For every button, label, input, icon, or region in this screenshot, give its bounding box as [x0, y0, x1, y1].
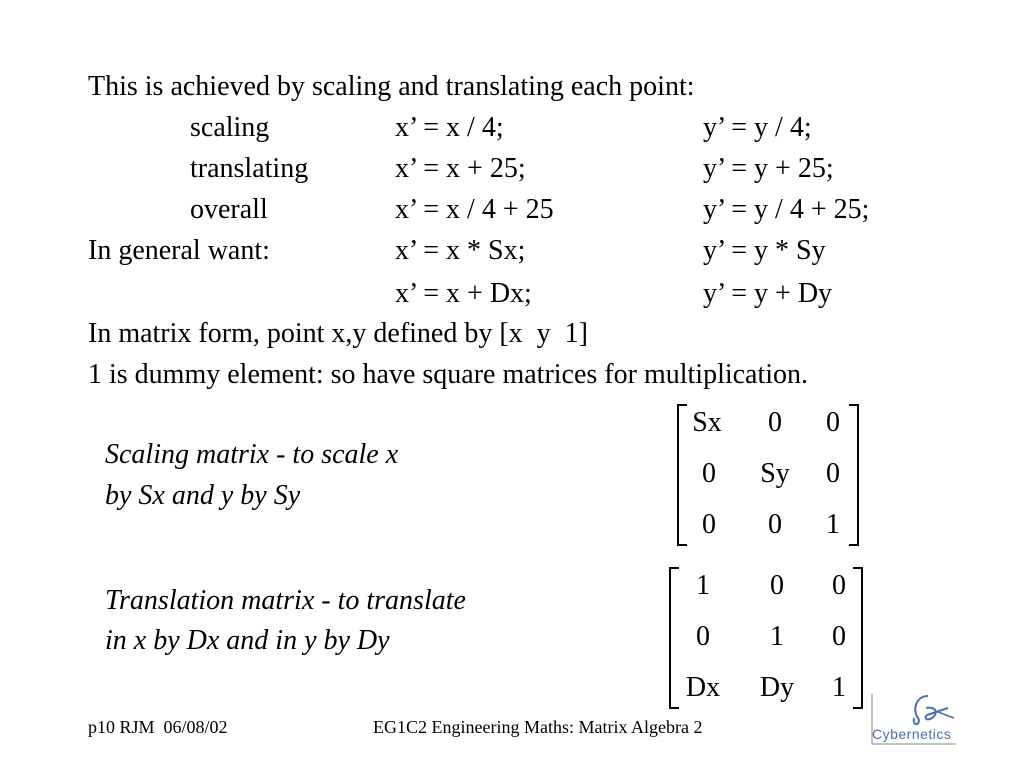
general-label: In general want:	[88, 235, 270, 266]
translation-matrix-cell: 1	[832, 672, 846, 703]
general-y-eq-1: y’ = y * Sy	[703, 235, 826, 266]
translation-matrix-cell: 1	[770, 621, 784, 652]
overall-label: overall	[190, 194, 268, 225]
matrix-form-line: In matrix form, point x,y defined by [x y 1]	[88, 318, 589, 349]
overall-x-eq: x’ = x / 4 + 25	[395, 194, 554, 225]
scaling-caption-line2: by Sx and y by Sy	[105, 480, 301, 511]
translating-y-eq: y’ = y + 25;	[703, 153, 834, 184]
scaling-matrix	[675, 403, 861, 548]
general-x-eq-1: x’ = x * Sx;	[395, 235, 526, 266]
footer-page-info: p10 RJM 06/08/02	[88, 717, 228, 737]
translation-matrix-cell: 0	[770, 570, 784, 601]
scaling-matrix-cell: 0	[702, 509, 716, 540]
translation-matrix-cell: Dx	[685, 672, 721, 703]
scaling-x-eq: x’ = x / 4;	[395, 112, 504, 143]
translation-matrix-cell: 0	[696, 621, 710, 652]
scaling-y-eq: y’ = y / 4;	[703, 112, 812, 143]
scaling-matrix-cell: 1	[826, 509, 840, 540]
dummy-element-line: 1 is dummy element: so have square matrices for multiplication.	[88, 359, 809, 390]
scaling-matrix-cell: Sx	[692, 407, 722, 438]
scaling-matrix-cell: 0	[826, 407, 840, 438]
scaling-caption-line1: Scaling matrix - to scale x	[105, 439, 399, 470]
translation-caption-line1: Translation matrix - to translate	[105, 585, 466, 616]
overall-y-eq: y’ = y / 4 + 25;	[703, 194, 870, 225]
scaling-matrix-cell: Sy	[760, 458, 790, 489]
scaling-matrix-cell: 0	[826, 458, 840, 489]
translation-matrix-cell: 1	[696, 570, 710, 601]
scaling-matrix-cell: 0	[768, 407, 782, 438]
cybernetics-logo	[868, 688, 960, 750]
translation-matrix-cell: 0	[832, 570, 846, 601]
scaling-label: scaling	[190, 112, 270, 143]
footer-course-title: EG1C2 Engineering Maths: Matrix Algebra 2	[373, 717, 703, 737]
general-x-eq-2: x’ = x + Dx;	[395, 278, 532, 309]
intro-line: This is achieved by scaling and translating each point:	[88, 71, 695, 102]
general-y-eq-2: y’ = y + Dy	[703, 278, 833, 309]
cybernetics-logo-text: Cybernetics	[872, 726, 952, 742]
translation-matrix-cell: 0	[832, 621, 846, 652]
translation-matrix	[667, 566, 865, 711]
translation-caption-line2: in x by Dx and in y by Dy	[105, 625, 390, 656]
translating-x-eq: x’ = x + 25;	[395, 153, 526, 184]
translating-label: translating	[190, 153, 309, 184]
translation-matrix-cell: Dy	[759, 672, 795, 703]
scaling-matrix-cell: 0	[768, 509, 782, 540]
scaling-matrix-cell: 0	[702, 458, 716, 489]
